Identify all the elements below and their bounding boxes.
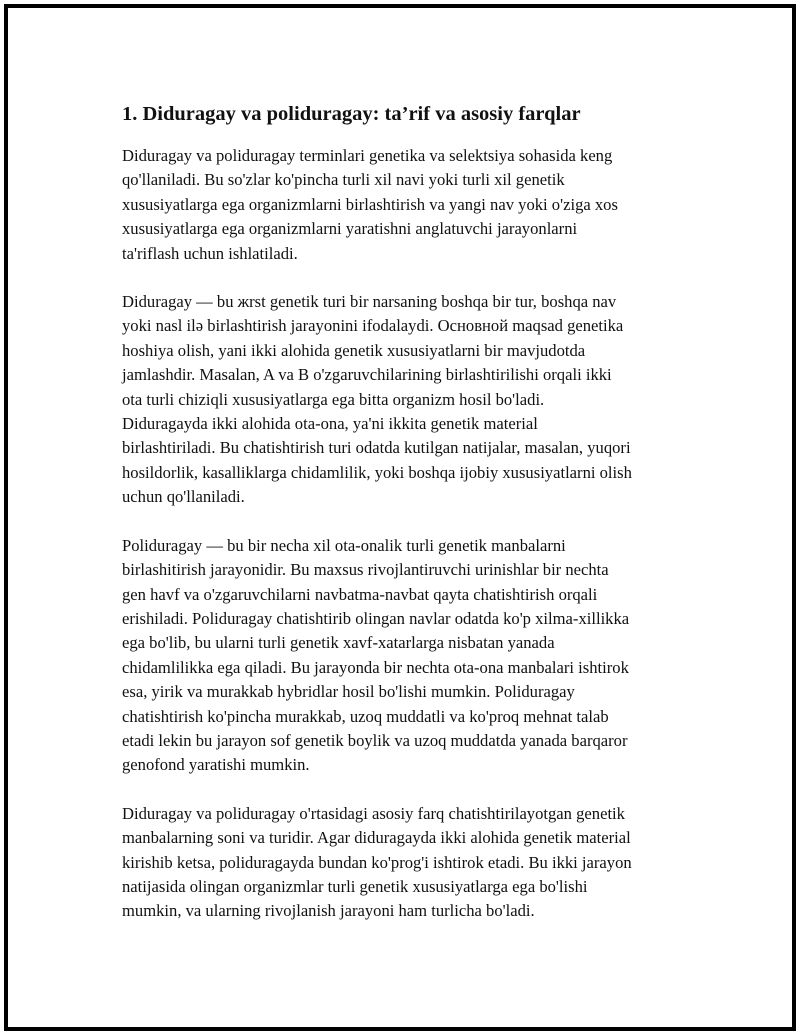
section-heading: 1. Diduragay va poliduragay: ta’rif va asosiy farqlar xyxy=(122,103,581,125)
text-line: ota turli chiziqli xususiyatlarga ega bitta organizm hosil bo'ladi. xyxy=(122,389,545,409)
text-line: xususiyatlarga ega organizmlarni yaratishni anglatuvchi jarayonlarni xyxy=(122,219,578,239)
text-line: xususiyatlarga ega organizmlarni birlashtirish va yangi nav yoki o'ziga xos xyxy=(122,194,618,214)
text-line: manbalarning soni va turidir. Agar diduragayda ikki alohida genetik material xyxy=(122,828,631,848)
text-line: Diduragay — bu жrst genetik turi bir narsaning boshqa bir tur, boshqa nav xyxy=(122,292,617,312)
text-line: ta'riflash uchun ishlatiladi. xyxy=(122,243,298,263)
text-line: qo'llaniladi. Bu so'zlar ko'pincha turli xil navi yoki turli xil genetik xyxy=(122,170,565,190)
page-frame xyxy=(4,4,796,1031)
text-line: jamlashdir. Masalan, A va B o'zgaruvchilarining birlashtirilishi orqali ikki xyxy=(122,365,612,385)
paragraph-differences xyxy=(122,802,702,924)
text-line: gen havf va o'zgaruvchilarni navbatma-navbat qayta chatishtirish orqali xyxy=(122,584,598,604)
document-body xyxy=(122,100,702,948)
text-line: birlashtiriladi. Bu chatishtirish turi odatda kutilgan natijalar, masalan, yuqori xyxy=(122,438,631,458)
text-line: erishiladi. Poliduragay chatishtirib olingan navlar odatda ko'p xilma-xillikka xyxy=(122,608,630,628)
text-line: mumkin, va ularning rivojlanish jarayoni ham turlicha bo'ladi. xyxy=(122,901,535,921)
paragraph-diduragay xyxy=(122,290,702,510)
paragraph-poliduragay xyxy=(122,534,702,778)
text-line: kirishib ketsa, poliduragayda bundan ko'prog'i ishtirok etadi. Bu ikki jarayon xyxy=(122,852,632,872)
text-line: natijasida olingan organizmlar turli genetik xususiyatlarga ega bo'lishi xyxy=(122,876,588,896)
text-line: uchun qo'llaniladi. xyxy=(122,487,245,507)
text-line: hosildorlik, kasalliklarga chidamlilik, yoki boshqa ijobiy xususiyatlarni olish xyxy=(122,462,632,482)
text-line: Diduragayda ikki alohida ota-ona, ya'ni ikkita genetik material xyxy=(122,414,538,434)
text-line: chidamlilikka ega qiladi. Bu jarayonda bir nechta ota-ona manbalari ishtirok xyxy=(122,657,629,677)
text-line: genofond yaratishi mumkin. xyxy=(122,755,310,775)
text-line: etadi lekin bu jarayon sof genetik boylik va uzoq muddatda yanada barqaror xyxy=(122,730,628,750)
text-line: esa, yirik va murakkab hybridlar hosil bo'lishi mumkin. Poliduragay xyxy=(122,682,575,702)
text-line: hoshiya olish, yani ikki alohida genetik xususiyatlarni bir mavjudotda xyxy=(122,340,586,360)
text-line: yoki nasl ilə birlashtirish jarayonini ifodalaydi. Основной maqsad genetika xyxy=(122,316,624,336)
paragraph-intro xyxy=(122,144,702,266)
text-line: ega bo'lib, bu ularni turli genetik xavf-xatarlarga nisbatan yanada xyxy=(122,633,555,653)
text-line: Diduragay va poliduragay terminlari genetika va selektsiya sohasida keng xyxy=(122,146,613,165)
text-line: Diduragay va poliduragay o'rtasidagi asosiy farq chatishtirilayotgan genetik xyxy=(122,803,625,823)
text-line: birlashitirish jarayonidir. Bu maxsus rivojlantiruvchi urinishlar bir nechta xyxy=(122,560,609,580)
text-line: chatishtirish ko'pincha murakkab, uzoq muddatli va ko'proq mehnat talab xyxy=(122,706,609,726)
text-line: Poliduragay — bu bir necha xil ota-onalik turli genetik manbalarni xyxy=(122,535,566,555)
